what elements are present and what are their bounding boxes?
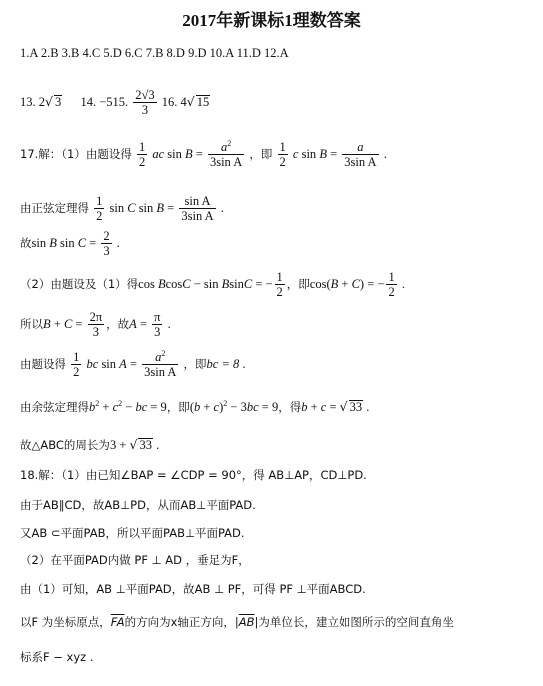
frac-half: $\frac{1}{2}$ [138, 140, 146, 170]
vector-AB: $\overline{AB}$ [238, 615, 255, 629]
s18-line-3: 又AB ⊂平面PAB，所以平面PAB⊥平面PAD. [20, 526, 245, 540]
q15-num: 2√3 [135, 88, 155, 102]
s17-line-7: 由余弦定理得$b^2 + c^2$ − bc = 9，即$(b + c)^2 - 3bc = 9$，得b + c = √ 33 . [20, 399, 370, 414]
s17-line-5: 所以B + C = $\frac{2\pi}{3}$ ，故A = $\frac{\pi}{3}$ . [20, 310, 171, 340]
q14-label: 14. [80, 94, 97, 109]
q16-radicand: 15 [196, 94, 210, 109]
s18-line-7: 标系F − xyz . [20, 650, 94, 664]
q16-coef: 4 [180, 94, 187, 109]
frac-a2-over-3sinA: $\frac{a^2}{\text{3sin A}}$ [209, 139, 243, 170]
s18-line-4: （2）在平面PAD内做 PF ⊥ AD ，垂足为F， [20, 553, 250, 567]
s17-line-6: 由题设得 $\frac{1}{2}$ bc sin A = $\frac{a^2}{\text{3sin A}}$ ，即bc = 8 . [20, 349, 246, 380]
frac-sinA-over-3sinA: $\frac{\text{sin A}}{\text{3sin A}}$ [181, 194, 214, 224]
s17-line-8: 故△ABC的周长为3 + √ 33 . [20, 437, 160, 452]
radical-sign: √ [186, 93, 195, 109]
s17-l1-mid: ，即 [249, 146, 273, 161]
radicand-33: 33 [139, 438, 152, 452]
frac-pi-over-3: $\frac{\pi}{3}$ [154, 310, 161, 340]
q14-value: −5 [99, 94, 113, 109]
s17-l3-head: 故 [20, 235, 32, 250]
s17-line-2: 由正弦定理得 $\frac{1}{2}$ sin C sin B = $\frac{\text{sin A}}{\text{3sin A}}$ . [20, 194, 224, 224]
frac-half: $\frac{1}{2}$ [388, 270, 395, 300]
s17-line-3: 故sin B sin C = $\frac{2}{3}$ . [20, 229, 120, 259]
s17-l8-head: 故△ABC的周长为 [20, 438, 110, 452]
s17-l4-head: （2）由题设及（1）得 [20, 276, 139, 291]
frac-half: $\frac{1}{2}$ [279, 140, 286, 170]
s17-line-1: 17.解：（1）由题设得 $\frac{1}{2}$ ac sin B = $\frac{a^2}{\text{3sin A}}$ ，即 $\frac{1}{2}$ c sin B = $\frac{a}{\text{3sin A}}$ . [20, 139, 387, 170]
s17-line-4: （2）由题设及（1）得cos BcosC − sin BsinC = − $\frac{1}{2}$ ，即cos(B + C) = − $\frac{1}{2}$ . [20, 270, 405, 300]
s17-l2-head: 由正弦定理得 [20, 200, 89, 215]
q15-den: 3 [133, 102, 156, 117]
s17-l6-mid: ，即 [183, 356, 207, 371]
q13-coef: 2 [38, 94, 45, 109]
radical-sign: √ [45, 93, 53, 109]
choice-answers: 1.A 2.B 3.B 4.C 5.D 6.C 7.B 8.D 9.D 10.A 11.D 12.A [20, 46, 289, 60]
s17-l4-mid: ，即 [286, 276, 310, 291]
s17-l7-mid1: ，即 [166, 400, 190, 414]
s17-l5-head: 所以 [20, 316, 43, 331]
s17-l7-mid2: ，得 [278, 400, 302, 414]
frac-half: $\frac{1}{2}$ [276, 270, 283, 300]
q13-radicand: 3 [54, 94, 62, 109]
vector-FA: $\overline{FA}$ [110, 615, 125, 629]
q16-label: 16. [161, 94, 178, 109]
frac-2pi-over-3: $\frac{2\pi}{3}$ [89, 310, 103, 340]
fill-answers [20, 88, 210, 118]
frac-half: $\frac{1}{2}$ [96, 194, 103, 224]
q13-label: 13. [20, 94, 36, 109]
frac-a-over-3sinA: $\frac{a}{\text{3sin A}}$ [344, 140, 377, 170]
frac-two-thirds: $\frac{2}{3}$ [103, 229, 110, 259]
q15-fraction [133, 88, 156, 118]
s18-line-2: 由于AB∥CD，故AB⊥PD，从而AB⊥平面PAD. [20, 498, 256, 512]
s18-line-5: 由（1）可知，AB ⊥平面PAD，故AB ⊥ PF，可得 PF ⊥平面ABCD. [20, 582, 366, 596]
s18-line-6: 以F 为坐标原点，$\overline{FA}$的方向为x轴正方向，$|\overline{AB}|$为单位长，建立如图所示的空间直角坐 [20, 615, 454, 629]
s17-l7-head: 由余弦定理得 [20, 400, 89, 414]
s17-l5-mid: ，故 [106, 316, 130, 331]
page-title: 2017年新课标1理数答案 [182, 11, 361, 30]
frac-a2-over-3sinA: $\frac{a^2}{\text{3sin A}}$ [144, 349, 177, 380]
s17-l1-head: 17.解：（1）由题设得 [20, 146, 132, 161]
s17-l6-head: 由题设得 [20, 356, 66, 371]
radicand-33: 33 [349, 400, 363, 414]
frac-half: $\frac{1}{2}$ [73, 350, 80, 380]
eq-bc-8: bc = 8 [206, 356, 240, 371]
q15-label: 15. [112, 94, 129, 109]
s18-line-1: 18.解：（1）由已知∠BAP = ∠CDP = 90°，得 AB⊥AP，CD⊥PD. [20, 468, 367, 482]
